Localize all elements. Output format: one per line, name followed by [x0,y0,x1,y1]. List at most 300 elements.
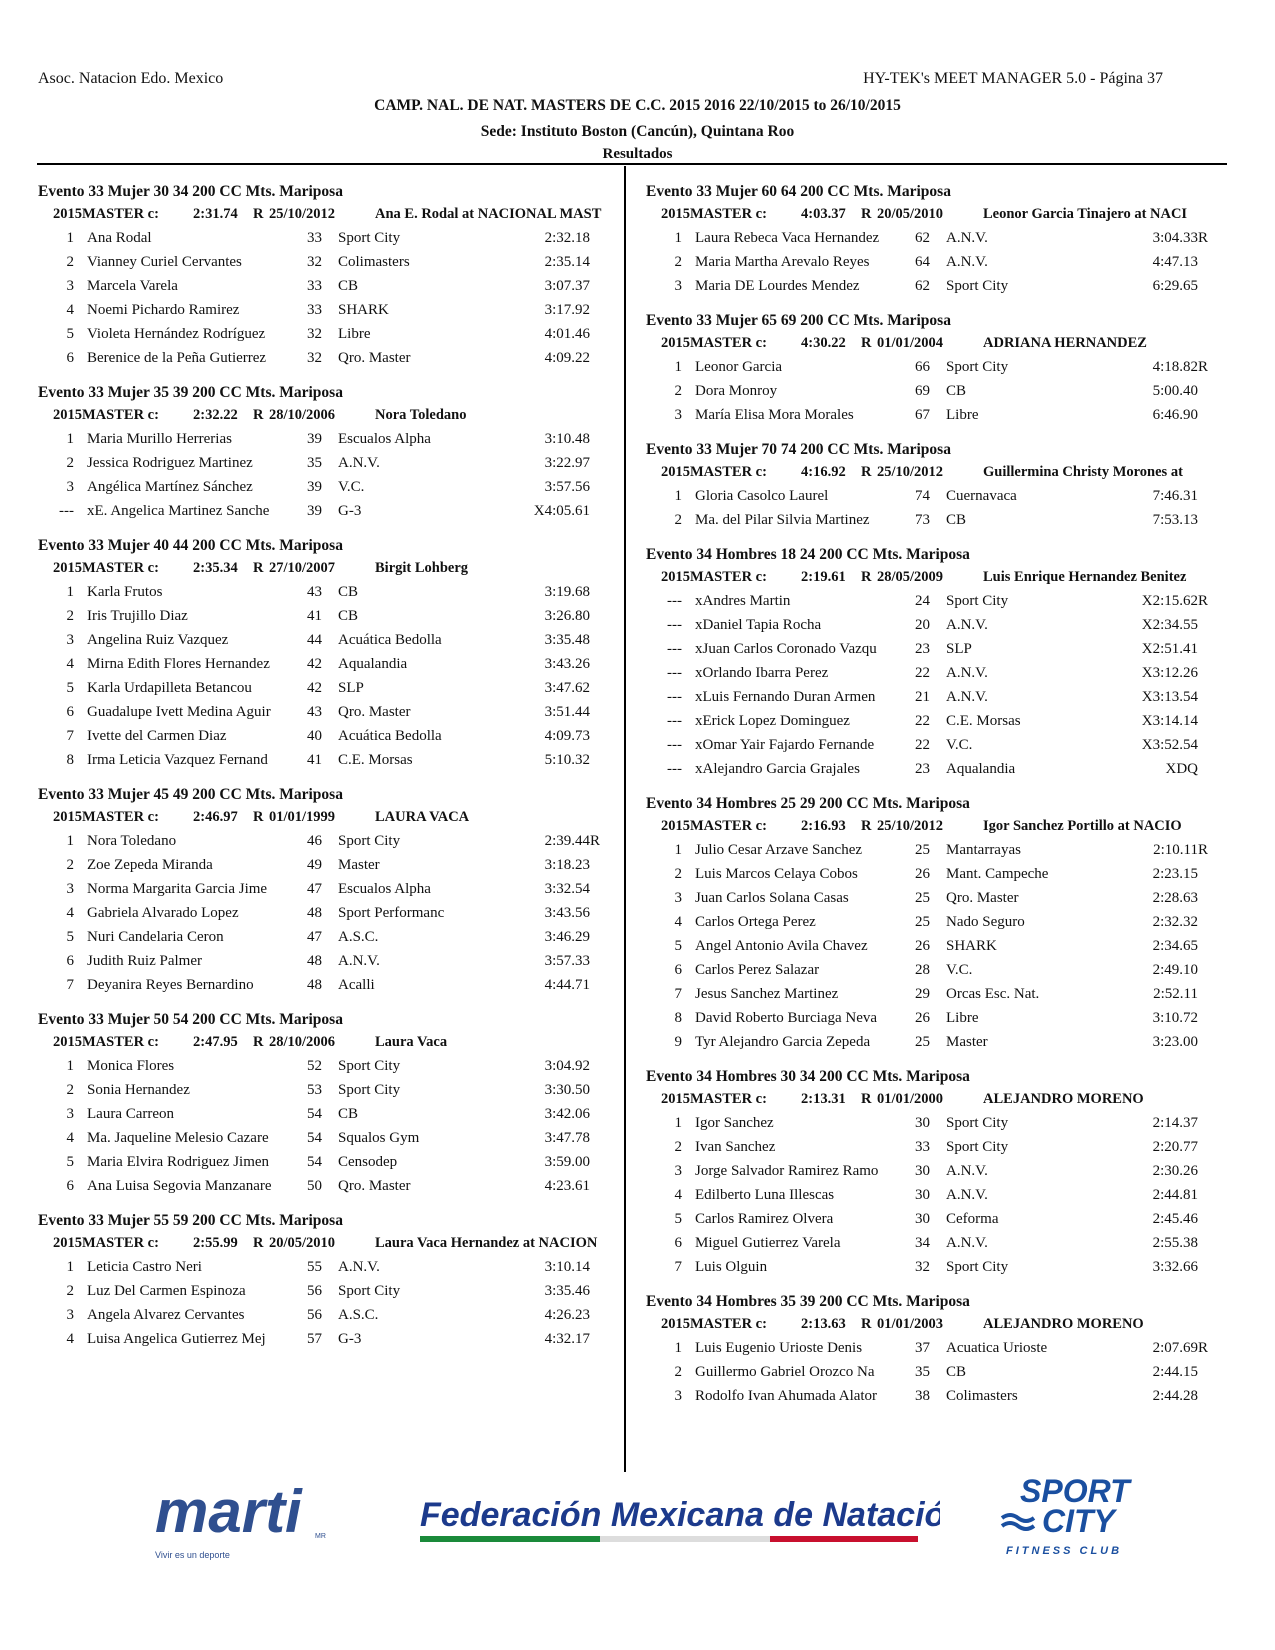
result-age: 48 [307,905,322,921]
result-row [38,346,618,370]
result-place: 2 [66,857,74,873]
result-age: 26 [915,938,930,954]
result-place: 9 [674,1034,682,1050]
result-name: Miguel Gutierrez Varela [695,1235,841,1251]
result-row [38,1279,618,1303]
result-row [38,1102,618,1126]
result-team: Acuática Bedolla [338,728,442,744]
result-place: 3 [674,1388,682,1404]
result-name: xErick Lopez Dominguez [695,713,850,729]
record-time: 2:19.61 [801,569,846,585]
result-team: Sport City [338,230,401,246]
record-holder: Laura Vaca Hernandez at NACION [375,1235,598,1251]
result-team: Mant. Campeche [946,866,1049,882]
event-title: Evento 33 Mujer 70 74 200 CC Mts. Mariposa [646,441,951,458]
result-age: 41 [307,752,322,768]
record-time: 2:46.97 [193,809,238,825]
federation-stripe-red [770,1536,918,1542]
record-label: 2015MASTER c: [53,560,159,576]
result-age: 24 [915,593,930,609]
result-name: Laura Carreon [87,1106,175,1122]
result-place: 3 [66,278,74,294]
result-name: xE. Angelica Martinez Sanche [87,503,270,519]
result-name: Juan Carlos Solana Casas [695,890,849,906]
result-place: 4 [66,656,74,672]
record-flag: R [253,206,264,222]
sportcity-line2: CITY [1042,1503,1115,1539]
event-block [38,180,618,370]
result-team: Acuática Bedolla [338,632,442,648]
result-team: Sport City [338,833,401,849]
section-title: Resultados [602,146,673,162]
result-row [646,886,1226,910]
record-date: 01/01/2003 [877,1316,944,1332]
record-flag: R [861,206,872,222]
event-block [646,1065,1226,1279]
result-name: Monica Flores [87,1058,175,1074]
result-time: 2:30.26 [1152,1163,1198,1179]
result-place: --- [667,593,682,609]
result-place: 6 [66,704,74,720]
result-name: Edilberto Luna Illescas [695,1187,835,1203]
result-team: SLP [338,680,364,696]
result-age: 56 [307,1307,322,1323]
event-record [38,1232,618,1255]
result-row [646,709,1226,733]
result-time: 7:53.13 [1152,512,1198,528]
record-holder: Guillermina Christy Morones at [983,464,1183,480]
result-name: xJuan Carlos Coronado Vazqu [695,641,877,657]
result-team: Squalos Gym [338,1130,420,1146]
result-time: 3:35.48 [544,632,590,648]
result-team: CB [338,608,359,624]
record-date: 28/10/2006 [269,1034,336,1050]
result-team: Qro. Master [338,1178,411,1194]
result-time: X3:52.54 [1141,737,1198,753]
event-block [646,180,1226,298]
result-name: Guillermo Gabriel Orozco Na [695,1364,875,1380]
result-row [38,853,618,877]
result-team: A.S.C. [338,929,379,945]
result-time: 2:45.46 [1152,1211,1198,1227]
result-time: 3:23.00 [1152,1034,1198,1050]
federation-stripe-white [600,1536,770,1542]
result-age: 57 [307,1331,322,1347]
result-row [38,973,618,997]
result-name: Leticia Castro Neri [87,1259,202,1275]
result-name: Angélica Martínez Sánchez [87,479,253,495]
record-label: 2015MASTER c: [53,206,159,222]
result-row [38,274,618,298]
record-label: 2015MASTER c: [661,464,767,480]
result-place: 2 [674,254,682,270]
record-holder: LAURA VACA [375,809,470,825]
record-date: 28/05/2009 [877,569,944,585]
result-row [646,484,1226,508]
result-name: xOmar Yair Fajardo Fernande [695,737,875,753]
result-age: 54 [307,1130,322,1146]
result-time: 3:51.44 [544,704,590,720]
result-row [646,637,1226,661]
result-name: Maria Elvira Rodriguez Jimen [87,1154,270,1170]
result-team: G-3 [338,503,362,519]
result-row [38,829,618,853]
result-place: 2 [66,608,74,624]
result-age: 23 [915,761,930,777]
event-title: Evento 33 Mujer 30 34 200 CC Mts. Mariposa [38,183,343,200]
result-row [646,838,1226,862]
result-time: 4:09.22 [544,350,590,366]
result-team: G-3 [338,1331,362,1347]
result-row [646,355,1226,379]
result-age: 32 [307,326,322,342]
header-rule [37,163,1227,165]
result-place: 5 [674,1211,682,1227]
result-row [646,757,1226,781]
result-place: 1 [66,431,74,447]
result-time: 2:10.11 [1153,842,1198,858]
result-row [38,901,618,925]
event-block [38,381,618,523]
result-age: 43 [307,704,322,720]
result-name: Dora Monroy [695,383,778,399]
result-place: 7 [674,986,682,1002]
result-row [646,1006,1226,1030]
event-record [646,461,1226,484]
result-age: 33 [307,302,322,318]
result-team: Sport City [338,1058,401,1074]
result-name: Guadalupe Ivett Medina Aguir [87,704,271,720]
result-age: 62 [915,230,930,246]
result-time: 2:14.37 [1152,1115,1198,1131]
result-team: C.E. Morsas [338,752,413,768]
result-name: Violeta Hernández Rodríguez [87,326,266,342]
result-time: 2:55.38 [1152,1235,1198,1251]
event-record [646,1088,1226,1111]
result-age: 22 [915,713,930,729]
result-time: X4:05.61 [533,503,590,519]
column-divider [624,166,626,1472]
result-name: Sonia Hernandez [87,1082,190,1098]
result-row [646,862,1226,886]
result-row [646,250,1226,274]
result-time: 3:35.46 [544,1283,590,1299]
result-row [646,1255,1226,1279]
result-place: 1 [66,1058,74,1074]
result-time: 4:18.82 [1152,359,1198,375]
result-name: Nora Toledano [87,833,177,849]
event-record [38,404,618,427]
result-row [646,274,1226,298]
result-age: 39 [307,503,322,519]
result-name: Ana Rodal [87,230,152,246]
result-time: 3:10.72 [1152,1010,1198,1026]
result-team: Qro. Master [338,350,411,366]
result-team: Ceforma [946,1211,999,1227]
result-age: 30 [915,1115,930,1131]
result-time: 3:43.26 [544,656,590,672]
result-team: Aqualandia [338,656,408,672]
result-age: 48 [307,977,322,993]
result-name: Maria DE Lourdes Mendez [695,278,860,294]
record-label: 2015MASTER c: [661,335,767,351]
result-record-flag: R [590,833,601,849]
record-date: 01/01/2004 [877,335,944,351]
result-row [38,925,618,949]
marti-logo [155,1480,345,1570]
result-place: 5 [66,929,74,945]
result-team: SHARK [338,302,389,318]
result-age: 33 [915,1139,930,1155]
result-place: 2 [674,1139,682,1155]
record-label: 2015MASTER c: [53,1235,159,1251]
result-time: 2:44.15 [1152,1364,1198,1380]
result-name: xDaniel Tapia Rocha [695,617,822,633]
record-flag: R [253,1034,264,1050]
record-holder: Luis Enrique Hernandez Benitez [983,569,1187,585]
result-age: 28 [915,962,930,978]
result-row [38,475,618,499]
result-place: 3 [674,278,682,294]
result-team: A.N.V. [946,1235,988,1251]
event-record [646,203,1226,226]
sportcity-line1: SPORT [1020,1473,1130,1509]
result-time: 3:04.92 [544,1058,590,1074]
result-team: A.N.V. [338,953,380,969]
result-name: Luis Eugenio Urioste Denis [695,1340,863,1356]
result-row [646,1159,1226,1183]
result-time: 3:10.14 [544,1259,590,1275]
result-age: 54 [307,1106,322,1122]
result-place: 6 [66,350,74,366]
record-flag: R [861,1091,872,1107]
record-flag: R [861,818,872,834]
result-age: 25 [915,914,930,930]
result-row [38,451,618,475]
result-name: María Elisa Mora Morales [695,407,854,423]
result-place: 4 [66,1331,74,1347]
result-row [646,1111,1226,1135]
result-team: CB [946,383,967,399]
result-time: 3:47.62 [544,680,590,696]
result-team: CB [338,278,359,294]
result-name: Luis Olguin [695,1259,768,1275]
event-title: Evento 33 Mujer 35 39 200 CC Mts. Mariposa [38,384,343,401]
result-place: 7 [66,977,74,993]
result-time: 2:44.81 [1152,1187,1198,1203]
record-date: 28/10/2006 [269,407,336,423]
record-flag: R [861,464,872,480]
result-team: A.N.V. [338,455,380,471]
result-age: 22 [915,737,930,753]
result-team: Escualos Alpha [338,431,431,447]
result-age: 39 [307,431,322,447]
sportcity-line3: FITNESS CLUB [1006,1545,1123,1557]
result-name: Ma. del Pilar Silvia Martinez [695,512,870,528]
result-team: A.N.V. [338,1259,380,1275]
result-team: Sport City [338,1283,401,1299]
result-place: 2 [674,383,682,399]
result-record-flag: R [1198,842,1209,858]
result-team: Acuatica Urioste [946,1340,1048,1356]
result-place: --- [667,689,682,705]
event-block [646,792,1226,1054]
result-name: Mirna Edith Flores Hernandez [87,656,270,672]
result-row [38,652,618,676]
event-block [38,534,618,772]
result-row [646,934,1226,958]
result-team: A.N.V. [946,617,988,633]
result-age: 25 [915,1034,930,1050]
result-age: 50 [307,1178,322,1194]
result-time: 3:18.23 [544,857,590,873]
result-time: 3:19.68 [544,584,590,600]
result-age: 74 [915,488,930,504]
result-name: Noemi Pichardo Ramirez [87,302,240,318]
result-place: 6 [66,953,74,969]
result-time: 3:07.37 [544,278,590,294]
record-date: 20/05/2010 [269,1235,336,1251]
result-age: 47 [307,929,322,945]
result-age: 54 [307,1154,322,1170]
result-time: X3:12.26 [1141,665,1198,681]
result-team: Libre [946,1010,979,1026]
result-age: 52 [307,1058,322,1074]
result-name: xLuis Fernando Duran Armen [695,689,876,705]
event-title: Evento 34 Hombres 30 34 200 CC Mts. Mariposa [646,1068,970,1085]
result-place: --- [667,761,682,777]
event-record [646,1313,1226,1336]
result-name: Zoe Zepeda Miranda [87,857,213,873]
result-row [646,1336,1226,1360]
result-place: 6 [66,1178,74,1194]
record-label: 2015MASTER c: [53,809,159,825]
result-row [38,1303,618,1327]
result-team: CB [338,1106,359,1122]
result-age: 38 [915,1388,930,1404]
result-age: 73 [915,512,930,528]
result-time: XDQ [1165,761,1198,777]
result-team: Aqualandia [946,761,1016,777]
result-name: Angelina Ruiz Vazquez [87,632,229,648]
result-place: 4 [66,1130,74,1146]
result-time: 2:39.44 [544,833,590,849]
record-label: 2015MASTER c: [661,818,767,834]
result-place: --- [59,503,74,519]
result-team: A.S.C. [338,1307,379,1323]
result-team: SHARK [946,938,997,954]
record-time: 2:31.74 [193,206,238,222]
result-team: Sport City [946,1115,1009,1131]
result-team: Sport City [946,359,1009,375]
event-block [646,1290,1226,1408]
result-time: 5:00.40 [1152,383,1198,399]
result-row [38,1150,618,1174]
marti-logo-text: marti [155,1480,302,1545]
result-place: 6 [674,1235,682,1251]
result-row [38,604,618,628]
result-row [646,226,1226,250]
result-place: 2 [674,866,682,882]
result-place: 1 [674,842,682,858]
event-title: Evento 34 Hombres 35 39 200 CC Mts. Mariposa [646,1293,970,1310]
result-row [38,1255,618,1279]
result-time: 4:32.17 [544,1331,590,1347]
result-team: CB [338,584,359,600]
result-place: --- [667,665,682,681]
result-age: 46 [307,833,322,849]
result-place: 3 [66,881,74,897]
result-name: Ma. Jaqueline Melesio Cazare [87,1130,269,1146]
result-time: 4:23.61 [544,1178,590,1194]
result-age: 25 [915,890,930,906]
result-team: A.N.V. [946,1163,988,1179]
result-place: 4 [674,1187,682,1203]
result-row [646,1030,1226,1054]
result-team: Sport City [946,1259,1009,1275]
result-age: 25 [915,842,930,858]
result-place: 5 [66,680,74,696]
result-age: 49 [307,857,322,873]
result-name: xAlejandro Garcia Grajales [695,761,860,777]
result-place: 1 [674,488,682,504]
waves-icon [1002,1515,1034,1529]
result-team: Libre [338,326,371,342]
result-time: 6:46.90 [1152,407,1198,423]
result-row [38,499,618,523]
result-place: 7 [66,728,74,744]
result-time: 3:32.66 [1152,1259,1198,1275]
result-team: Qro. Master [338,704,411,720]
result-time: 3:46.29 [544,929,590,945]
result-team: Escualos Alpha [338,881,431,897]
result-name: Irma Leticia Vazquez Fernand [87,752,268,768]
record-time: 4:30.22 [801,335,846,351]
result-time: 3:10.48 [544,431,590,447]
result-place: 4 [674,914,682,930]
result-row [646,661,1226,685]
result-name: Gabriela Alvarado Lopez [87,905,239,921]
result-team: V.C. [946,737,973,753]
record-label: 2015MASTER c: [661,206,767,222]
marti-tagline: Vivir es un deporte [155,1550,230,1560]
result-time: 2:20.77 [1152,1139,1198,1155]
result-place: 5 [66,326,74,342]
result-team: Nado Seguro [946,914,1025,930]
result-team: Censodep [338,1154,398,1170]
result-row [646,1384,1226,1408]
result-name: Maria Murillo Herrerias [87,431,232,447]
result-team: SLP [946,641,972,657]
result-row [646,733,1226,757]
result-row [646,685,1226,709]
result-age: 42 [307,656,322,672]
result-row [646,1360,1226,1384]
result-row [646,1207,1226,1231]
event-record [38,806,618,829]
result-age: 30 [915,1187,930,1203]
record-label: 2015MASTER c: [53,1034,159,1050]
result-age: 32 [307,350,322,366]
result-age: 20 [915,617,930,633]
record-date: 25/10/2012 [877,818,944,834]
result-time: X2:34.55 [1141,617,1198,633]
result-place: 2 [674,512,682,528]
result-time: 3:47.78 [544,1130,590,1146]
result-row [38,748,618,772]
result-age: 62 [915,278,930,294]
result-place: 3 [674,407,682,423]
